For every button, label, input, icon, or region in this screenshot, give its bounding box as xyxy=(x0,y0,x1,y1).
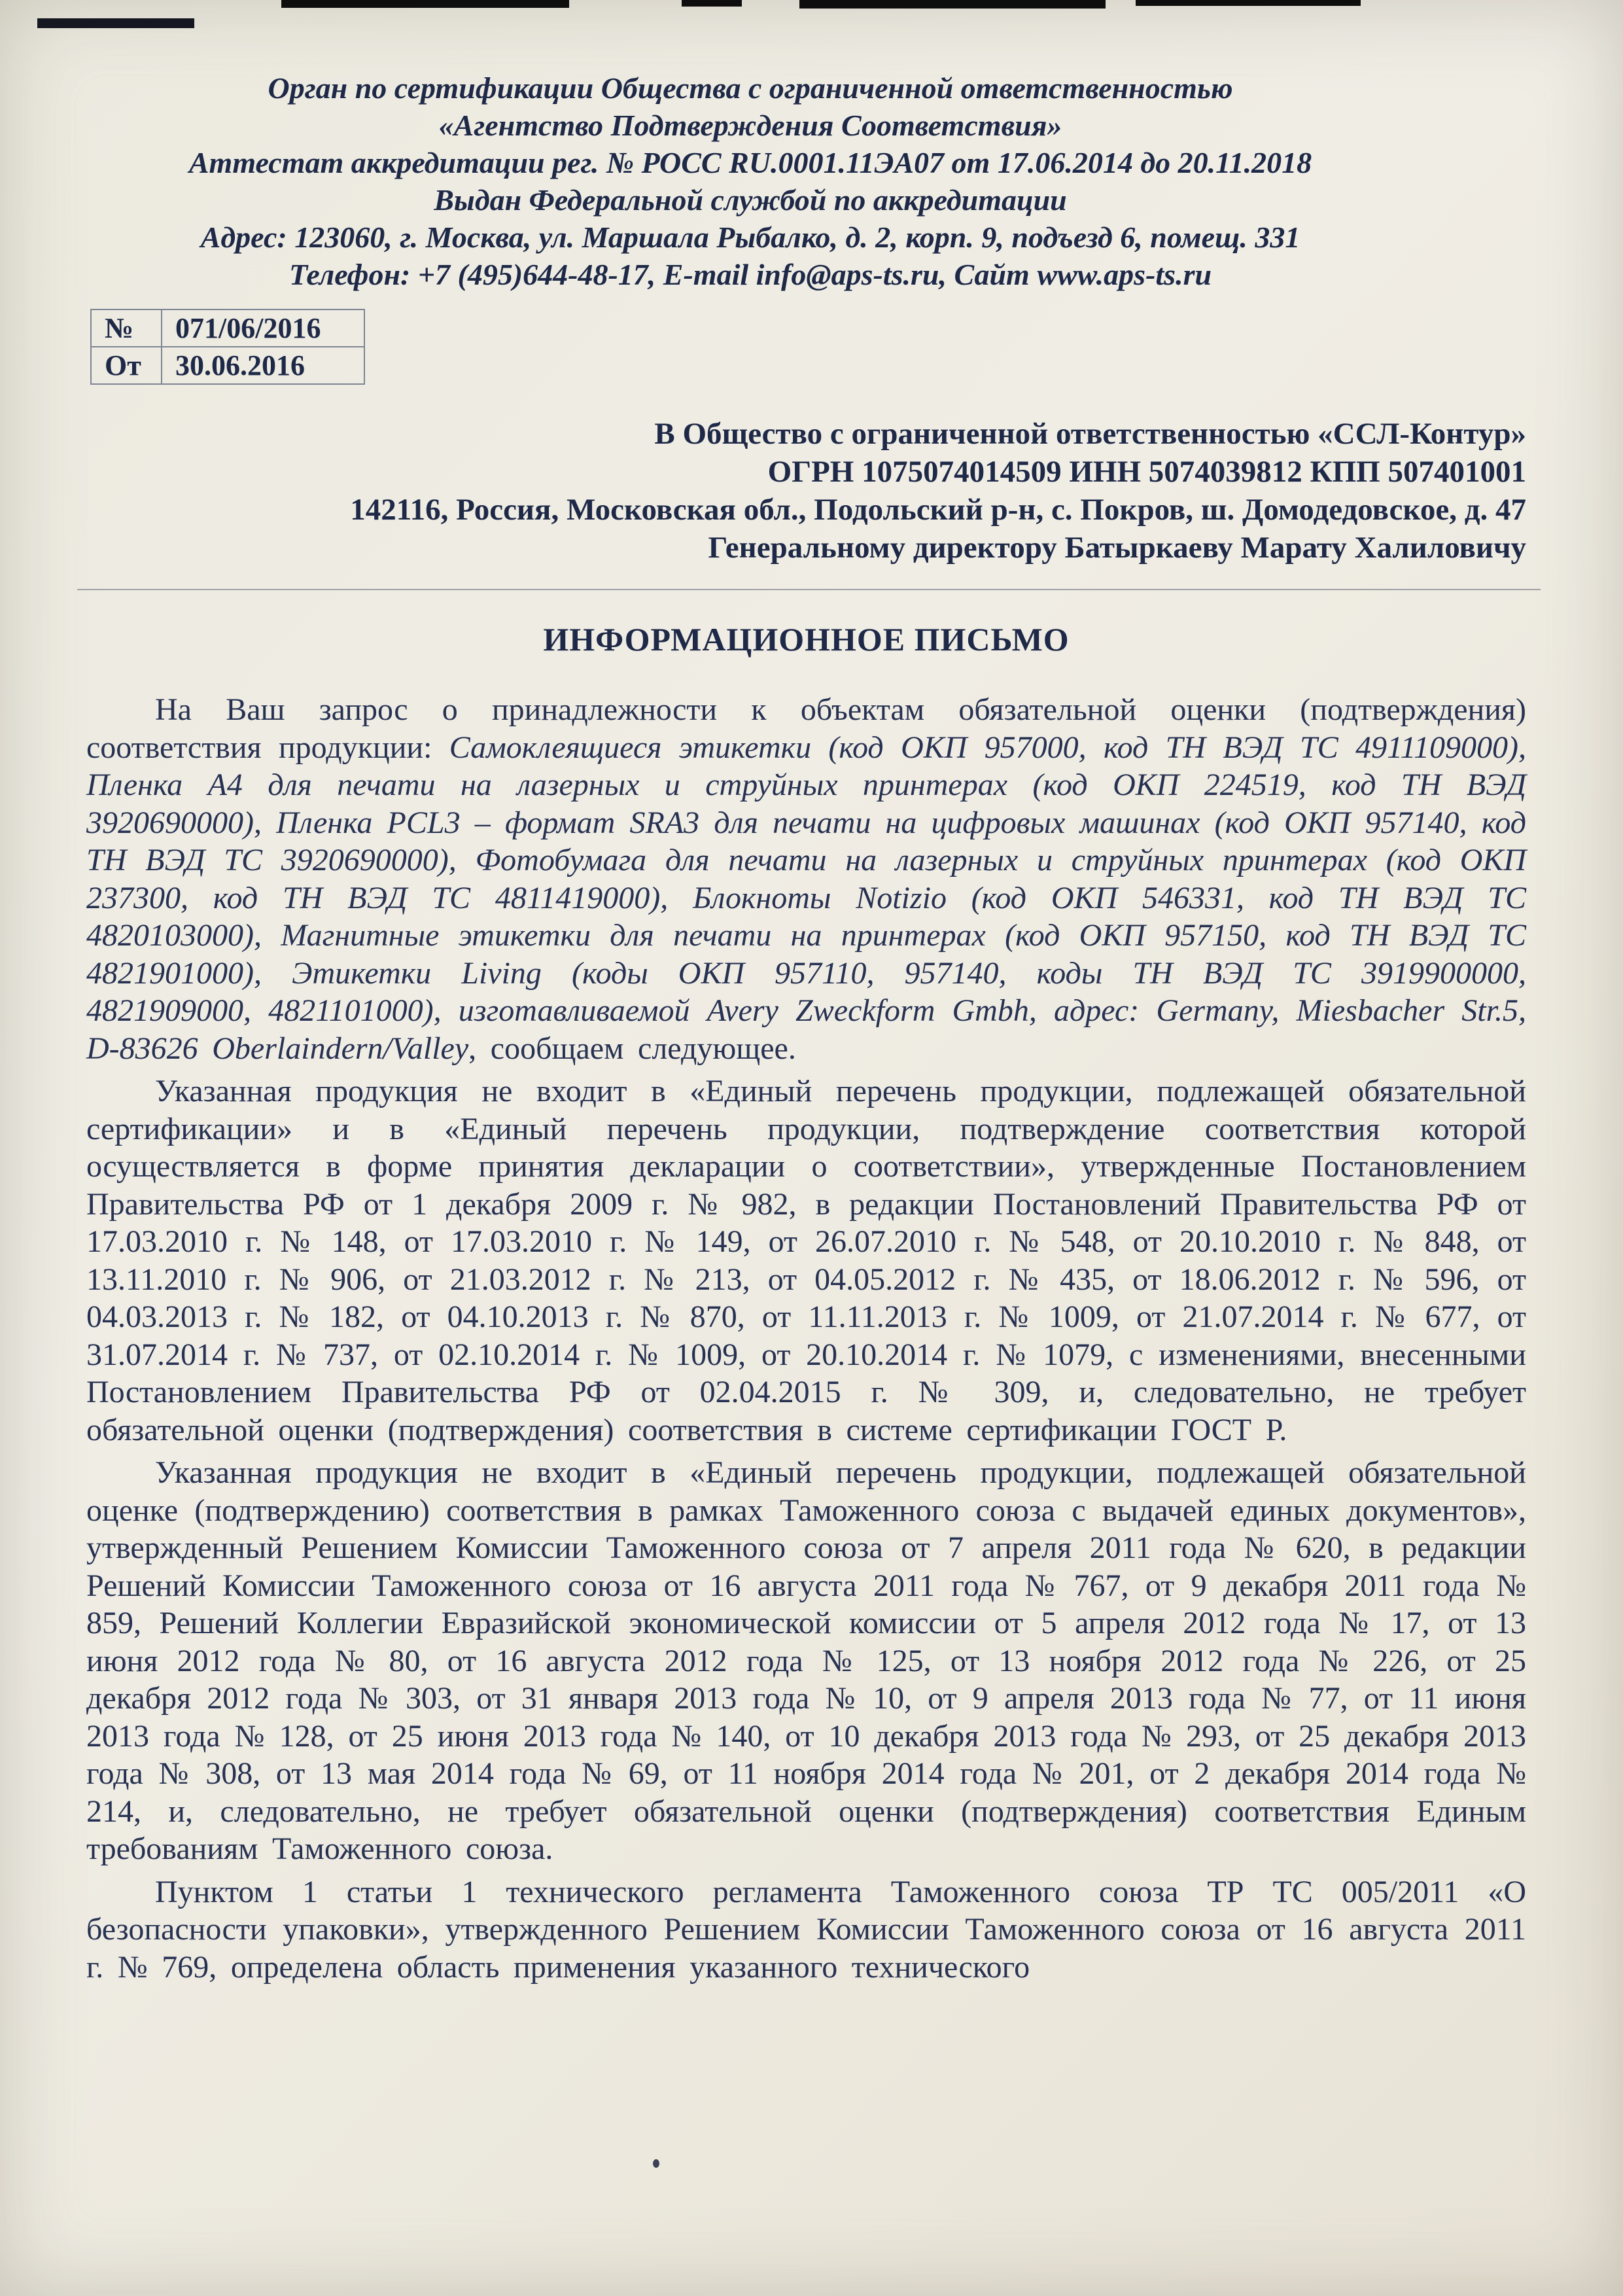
paragraph-segment: Пунктом 1 статьи 1 технического регламента Таможенного союза ТР ТС 005/2011 «О безопасности упаковки», утвержденного Решением Комиссии Таможенного союза от 16 августа 2011 г. № 769, определена область применения указанного технического xyxy=(86,1874,1526,1985)
header-line: Адрес: 123060, г. Москва, ул. Маршала Рыбалко, д. 2, корп. 9, подъезд 6, помещ. 331 xyxy=(200,221,1300,254)
header-line: Аттестат аккредитации рег. № РОСС RU.0001.11ЭА07 от 17.06.2014 до 20.11.2018 xyxy=(188,146,1312,179)
header-line: Телефон: +7 (495)644-48-17, E-mail info@aps-ts.ru, Сайт www.aps-ts.ru xyxy=(288,258,1212,291)
scan-artifact-strip xyxy=(1136,0,1361,6)
letter-title: ИНФОРМАЦИОННОЕ ПИСЬМО xyxy=(543,621,1070,658)
recipient-line: 142116, Россия, Московская обл., Подольский р-н, с. Покров, ш. Домодедовское, д. 47 xyxy=(350,493,1526,527)
header-block xyxy=(86,69,1414,293)
recipient-block xyxy=(86,415,1526,567)
scan-artifact-dot xyxy=(653,2159,659,2168)
scan-artifact-strip xyxy=(281,0,569,8)
paragraph-segment: Указанная продукция не входит в «Единый перечень продукции, подлежащей обязательной оценке (подтверждению) соответствия в рамках Таможенного союза с выдачей единых документов», утвержденный Решением Комиссии Таможенного союза от 7 апреля 2011 года № 620, в редакции Решений Комиссии Таможенного союза от 16 августа 2011 года № 767, от 9 декабря 2011 года № 859, Решений Коллегии Евразийской экономической комиссии от 5 апреля 2012 года № 17, от 13 июня 2012 года № 80, от 16 августа 2012 года № 125, от 13 ноября 2012 года № 226, от 25 декабря 2012 года № 303, от 31 января 2013 года № 10, от 9 апреля 2013 года № 77, от 11 июня 2013 года № 128, от 25 июня 2013 года № 140, от 10 декабря 2013 года № 293, от 25 декабря 2013 года № 308, от 13 мая 2014 года № 69, от 11 ноября 2014 года № 201, от 2 декабря 2014 года № 214, и, следовательно, не требует обязательной оценки (подтверждения) соответствия Единым требованиям Таможенного союза. xyxy=(86,1455,1526,1866)
ref-row-label: От xyxy=(91,347,162,384)
paragraph xyxy=(86,691,1526,1067)
ref-table-body xyxy=(91,309,364,384)
paragraph xyxy=(86,1873,1526,1987)
header-line: Выдан Федеральной службой по аккредитации xyxy=(434,183,1067,217)
header-line: Орган по сертификации Общества с ограниченной ответственностью xyxy=(268,71,1233,105)
scan-artifact-dash xyxy=(37,18,194,28)
ref-row-label: № xyxy=(91,309,162,347)
scan-artifact-strip xyxy=(682,0,742,7)
scan-artifact-strip xyxy=(799,0,1106,9)
recipient-line: ОГРН 1075074014509 ИНН 5074039812 КПП 507401001 xyxy=(767,455,1526,489)
header-line: «Агентство Подтверждения Соответствия» xyxy=(438,109,1062,142)
recipient-line: В Общество с ограниченной ответственностью «ССЛ-Контур» xyxy=(654,417,1526,451)
recipient-line: Генеральному директору Батыркаеву Марату Халиловичу xyxy=(708,531,1526,565)
letter-body xyxy=(86,691,1526,1986)
paragraph-segment: , сообщаем следующее. xyxy=(468,1031,796,1066)
paragraph-segment: Указанная продукция не входит в «Единый перечень продукции, подлежащей обязательной сертификации» и в «Единый перечень продукции, подтверждение соответствия которой осуществляется в форме принятия декларации о соответствии», утвержденные Постановлением Правительства РФ от 1 декабря 2009 г. № 982, в редакции Постановлений Правительства РФ от 17.03.2010 г. № 148, от 17.03.2010 г. № 149, от 26.07.2010 г. № 548, от 20.10.2010 г. № 848, от 13.11.2010 г. № 906, от 21.03.2012 г. № 213, от 04.05.2012 г. № 435, от 18.06.2012 г. № 596, от 04.03.2013 г. № 182, от 04.10.2013 г. № 870, от 11.11.2013 г. № 1009, от 21.07.2014 г. № 677, от 31.07.2014 г. № 737, от 02.10.2014 г. № 1009, от 20.10.2014 г. № 1079, с изменениями, внесенными Постановлением Правительства РФ от 02.04.2015 г. № 309, и, следовательно, не требует обязательной оценки (подтверждения) соответствия в системе сертификации ГОСТ Р. xyxy=(86,1074,1526,1447)
ref-table xyxy=(90,309,365,385)
paragraph xyxy=(86,1072,1526,1449)
ref-row-value: 071/06/2016 xyxy=(162,309,364,347)
paragraph-segment: На Ваш запрос о принадлежности к объектам обязательной оценки (подтверждения) соответствия продукции: xyxy=(86,692,1526,765)
header-divider-line xyxy=(77,589,1541,590)
ref-row-value: 30.06.2016 xyxy=(162,347,364,384)
paragraph xyxy=(86,1454,1526,1868)
ref-table-row xyxy=(91,347,364,384)
ref-table-row xyxy=(91,309,364,347)
paragraph-segment-italic: Самоклеящиеся этикетки (код ОКП 957000, код ТН ВЭД ТС 4911109000), Пленка А4 для печати на лазерных и струйных принтерах (код ОКП 224519, код ТН ВЭД 3920690000), Пленка PCL3 – формат SRA3 для печати на цифровых машинах (код ОКП 957140, код ТН ВЭД ТС 3920690000), Фотобумага для печати на лазерных и струйных принтерах (код ОКП 237300, код ТН ВЭД ТС 4811419000), Блокноты Notizio (код ОКП 546331, код ТН ВЭД ТС 4820103000), Магнитные этикетки для печати на принтерах (код ОКП 957150, код ТН ВЭД ТС 4821901000), Этикетки Living (коды ОКП 957110, 957140, коды ТН ВЭД ТС 3919900000, 4821909000, 4821101000), изготавливаемой Avery Zweckform Gmbh, адрес: Germany, Miesbacher Str.5, D-83626 Oberlaindern/Valley xyxy=(86,730,1526,1066)
